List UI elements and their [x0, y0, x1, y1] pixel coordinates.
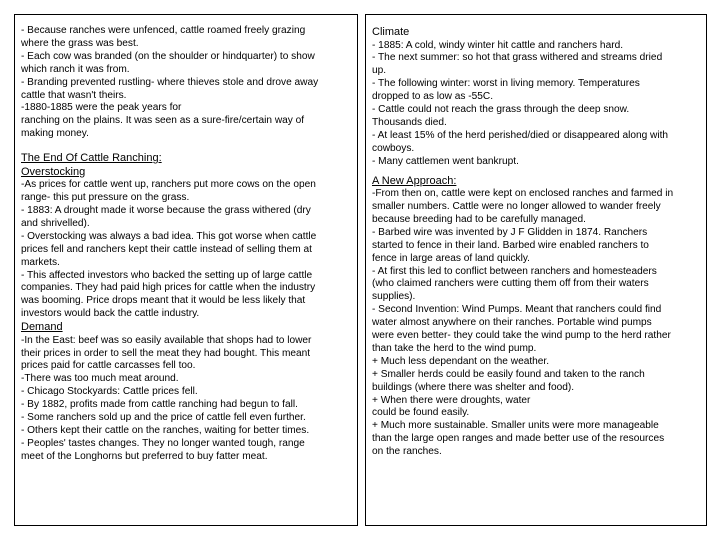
text-line: prices paid for cattle carcasses fell too.: [21, 360, 196, 372]
text-line: meet of the Longhorns but preferred to buy fatter meat.: [21, 450, 268, 462]
text-line: was booming. Price drops meant that it would be less likely that: [21, 295, 306, 307]
climate-heading: Climate: [372, 26, 410, 38]
text-line: + When there were droughts, water: [372, 394, 531, 406]
text-line: + Much more sustainable. Smaller units were more manageable: [372, 420, 659, 432]
text-line: - Barbed wire was invented by J F Glidden in 1874. Ranchers: [372, 226, 648, 238]
text-line: companies. They had paid high prices for cattle when the industry: [21, 282, 316, 294]
left-panel: [14, 14, 358, 526]
text-line: - The following winter: worst in living memory. Temperatures: [372, 78, 640, 90]
text-line: - Because ranches were unfenced, cattle roamed freely grazing: [21, 25, 306, 36]
text-line: smaller numbers. Cattle were no longer allowed to wander freely: [372, 200, 661, 212]
text-line: than take the herd to the wind pump.: [372, 342, 537, 354]
text-line: investors would back the cattle industry.: [21, 308, 200, 320]
text-line: -In the East: beef was so easily available that shops had to lower: [21, 334, 312, 346]
text-line: - At first this led to conflict between ranchers and homesteaders: [372, 265, 657, 277]
text-line: -As prices for cattle went up, ranchers put more cows on the open: [21, 179, 316, 191]
text-line: fence in large areas of land quickly.: [372, 252, 530, 264]
overstocking-heading: Overstocking: [21, 165, 86, 178]
text-line: supplies).: [372, 291, 416, 303]
text-line: - Each cow was branded (on the shoulder or hindquarter) to show: [21, 50, 315, 62]
intro-section: [21, 25, 351, 141]
text-line: - 1885: A cold, windy winter hit cattle and ranchers hard.: [372, 39, 624, 51]
text-line: -From then on, cattle were kept on enclosed ranches and farmed in: [372, 188, 674, 200]
text-line: - Chicago Stockyards: Cattle prices fell.: [21, 386, 198, 398]
overstocking-section: [21, 179, 351, 321]
text-line: buildings (where there was shelter and food).: [372, 381, 575, 393]
text-line: - The next summer: so hot that grass withered and streams dried: [372, 52, 663, 64]
text-line: up.: [372, 65, 387, 77]
demand-section: [21, 335, 351, 464]
text-line: - Branding prevented rustling- where thieves stole and drove away: [21, 76, 319, 88]
text-line: - By 1882, profits made from cattle ranching had begun to fall.: [21, 399, 298, 411]
text-line: on the ranches.: [372, 446, 442, 458]
text-line: started to fence in their land. Barbed wire enabled ranchers to: [372, 239, 649, 251]
text-line: + Much less dependant on the weather.: [372, 355, 550, 367]
text-line: -1880-1885 were the peak years for: [21, 102, 182, 114]
text-line: could be found easily.: [372, 407, 470, 419]
text-line: dropped to as low as -55C.: [372, 91, 494, 103]
new-approach-section: [372, 188, 700, 459]
demand-heading: Demand: [21, 321, 63, 334]
text-line: making money.: [21, 128, 89, 140]
text-line: and shrivelled).: [21, 217, 90, 229]
text-line: cattle that wasn't theirs.: [21, 89, 127, 101]
text-line: markets.: [21, 256, 60, 268]
text-line: ranching on the plains. It was seen as a sure-fire/certain way of: [21, 115, 305, 127]
new-approach-heading: A New Approach:: [372, 174, 457, 187]
text-line: - Overstocking was always a bad idea. This got worse when cattle: [21, 230, 317, 242]
text-line: range- this put pressure on the grass.: [21, 192, 190, 204]
text-line: - Some ranchers sold up and the price of cattle fell even further.: [21, 412, 306, 424]
end-of-ranching-heading: The End Of Cattle Ranching:: [21, 152, 162, 165]
text-line: - 1883: A drought made it worse because the grass withered (dry: [21, 204, 311, 216]
text-line: - Peoples' tastes changes. They no longer wanted tough, range: [21, 437, 305, 449]
text-line: than the large open ranges and made better use of the resources: [372, 433, 665, 445]
text-line: water almost anywhere on their ranches. Portable wind pumps: [372, 317, 652, 329]
text-line: (who claimed ranchers were cutting them off from their waters: [372, 278, 649, 290]
text-line: - Others kept their cattle on the ranches, waiting for better times.: [21, 424, 310, 436]
text-line: - Cattle could not reach the grass through the deep snow.: [372, 104, 630, 116]
text-line: Thousands died.: [372, 116, 447, 128]
text-line: - At least 15% of the herd perished/died or disappeared along with: [372, 129, 669, 141]
text-line: prices fell and ranchers kept their cattle instead of selling them at: [21, 243, 312, 255]
text-line: cowboys.: [372, 142, 415, 154]
text-line: which ranch it was from.: [21, 63, 130, 75]
text-line: - This affected investors who backed the setting up of large cattle: [21, 269, 313, 281]
text-line: - Many cattlemen went bankrupt.: [372, 155, 519, 167]
climate-section: [372, 40, 700, 169]
text-line: + Smaller herds could be easily found and taken to the ranch: [372, 368, 645, 380]
text-line: their prices in order to sell the meat they had bought. This meant: [21, 347, 311, 359]
right-panel: [365, 14, 707, 526]
text-line: where the grass was best.: [21, 37, 139, 49]
text-line: because breeding had to be carefully managed.: [372, 213, 586, 225]
text-line: - Second Invention: Wind Pumps. Meant that ranchers could find: [372, 304, 662, 316]
text-line: -There was too much meat around.: [21, 373, 179, 385]
text-line: were even better- they could take the wind pump to the herd rather: [372, 330, 671, 342]
